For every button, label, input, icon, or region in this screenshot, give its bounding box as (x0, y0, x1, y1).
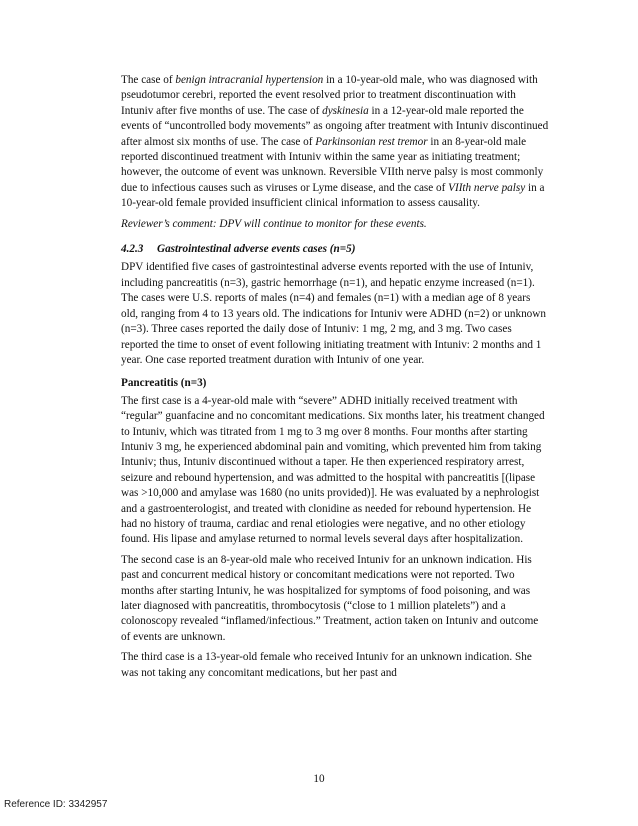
section-heading (121, 242, 549, 257)
reviewer-comment: Reviewer’s comment: DPV will continue to monitor for these events. (121, 217, 427, 230)
text-run: in a 10-year-old female provided insufficient clinical information to assess causality. (121, 181, 545, 210)
pancreatitis-case-1: The first case is a 4-year-old male with “severe” ADHD initially received treatment with “regular” guanfacine and no concomitant medications. Six months later, his treatment changed to Intuniv, which was titrated from 1 mg to 3 mg over 8 months. Four months after starting Intuniv 3 mg, he experienced abdominal pain and vomiting, which prevented him from taking Intuniv; thus, Intuniv discontinued without a taper. He then experienced respiratory arrest, seizure and rebound hypertension, and was admitted to the hospital with pancreatitis [(lipase was >10,000 and amylase was 1680 (no units provided)]. He was evaluated by a nephrologist and a gastroenterologist, and treated with clonidine as needed for rebound hypertension. He had no history of trauma, cardiac and renal etiologies were negative, and no other etiology found. His lipase and amylase returned to normal levels several days after hospitalization. (121, 394, 545, 546)
text-run: in an 8-year-old male reported discontinued treatment with Intuniv within the same year as initiating treatment; however, the outcome of event was unknown. Reversible VIIth nerve palsy is most commonly due to infectious causes such as viruses or Lyme disease, and the case of (121, 135, 544, 194)
term-dyskinesia: dyskinesia (322, 104, 369, 117)
text-run: in a 12-year-old male reported the events of “uncontrolled body movements” as ongoing after treatment with Intuniv discontinued after almost six months of use. The case of (121, 104, 549, 148)
paragraph-neurologic-cases (121, 73, 549, 212)
text-run: The case of (121, 74, 176, 86)
text-run: in a 10-year-old male, who was diagnosed with pseudotumor cerebri, reported the event resolved prior to treatment discontinuation with Intuniv after five months of use. The case of (121, 74, 538, 117)
pancreatitis-heading: Pancreatitis (n=3) (121, 377, 207, 390)
document-body (121, 73, 549, 684)
section-body: DPV identified five cases of gastrointestinal adverse events reported with the use of Intuniv, including pancreatitis (n=3), gastric hemorrhage (n=1), and hepatic enzyme increased (n=1). The cases were U.S. reports of males (n=4) and females (n=1) with a median age of 8 years old, ranging from 4 to 13 years old. The indications for Intuniv were ADHD (n=2) or unknown (n=3). Three cases reported the daily dose of Intuniv: 1 mg, 2 mg, and 3 mg. Two cases reported the time to onset of event following initiating treatment with Intuniv: 2 months and 1 year. One case reported treatment duration with Intuniv of one year. (121, 261, 546, 366)
page-number: 10 (313, 773, 325, 785)
term-viith-nerve-palsy: VIIth nerve palsy (448, 181, 526, 194)
reference-id: Reference ID: 3342957 (4, 799, 108, 810)
pancreatitis-case-3: The third case is a 13-year-old female who received Intuniv for an unknown indication. She was not taking any concomitant medications, but her past and (121, 651, 532, 679)
section-title: Gastrointestinal adverse events cases (n=5) (157, 243, 356, 256)
section-number: 4.2.3 (121, 243, 144, 256)
term-parkinsonian-rest-tremor: Parkinsonian rest tremor (315, 135, 428, 148)
pancreatitis-case-2: The second case is an 8-year-old male who received Intuniv for an unknown indication. His past and concurrent medical history or concomitant medications were not reported. Two months after starting Intuniv, he was hospitalized for symptoms of food poisoning, and was later diagnosed with pancreatitis, thrombocytosis (“close to 1 million platelets”) and a colonoscopy revealed “inflamed/infectious.” Treatment, action taken on Intuniv and outcome of events are unknown. (121, 553, 539, 643)
term-benign-intracranial-hypertension: benign intracranial hypertension (175, 74, 324, 86)
